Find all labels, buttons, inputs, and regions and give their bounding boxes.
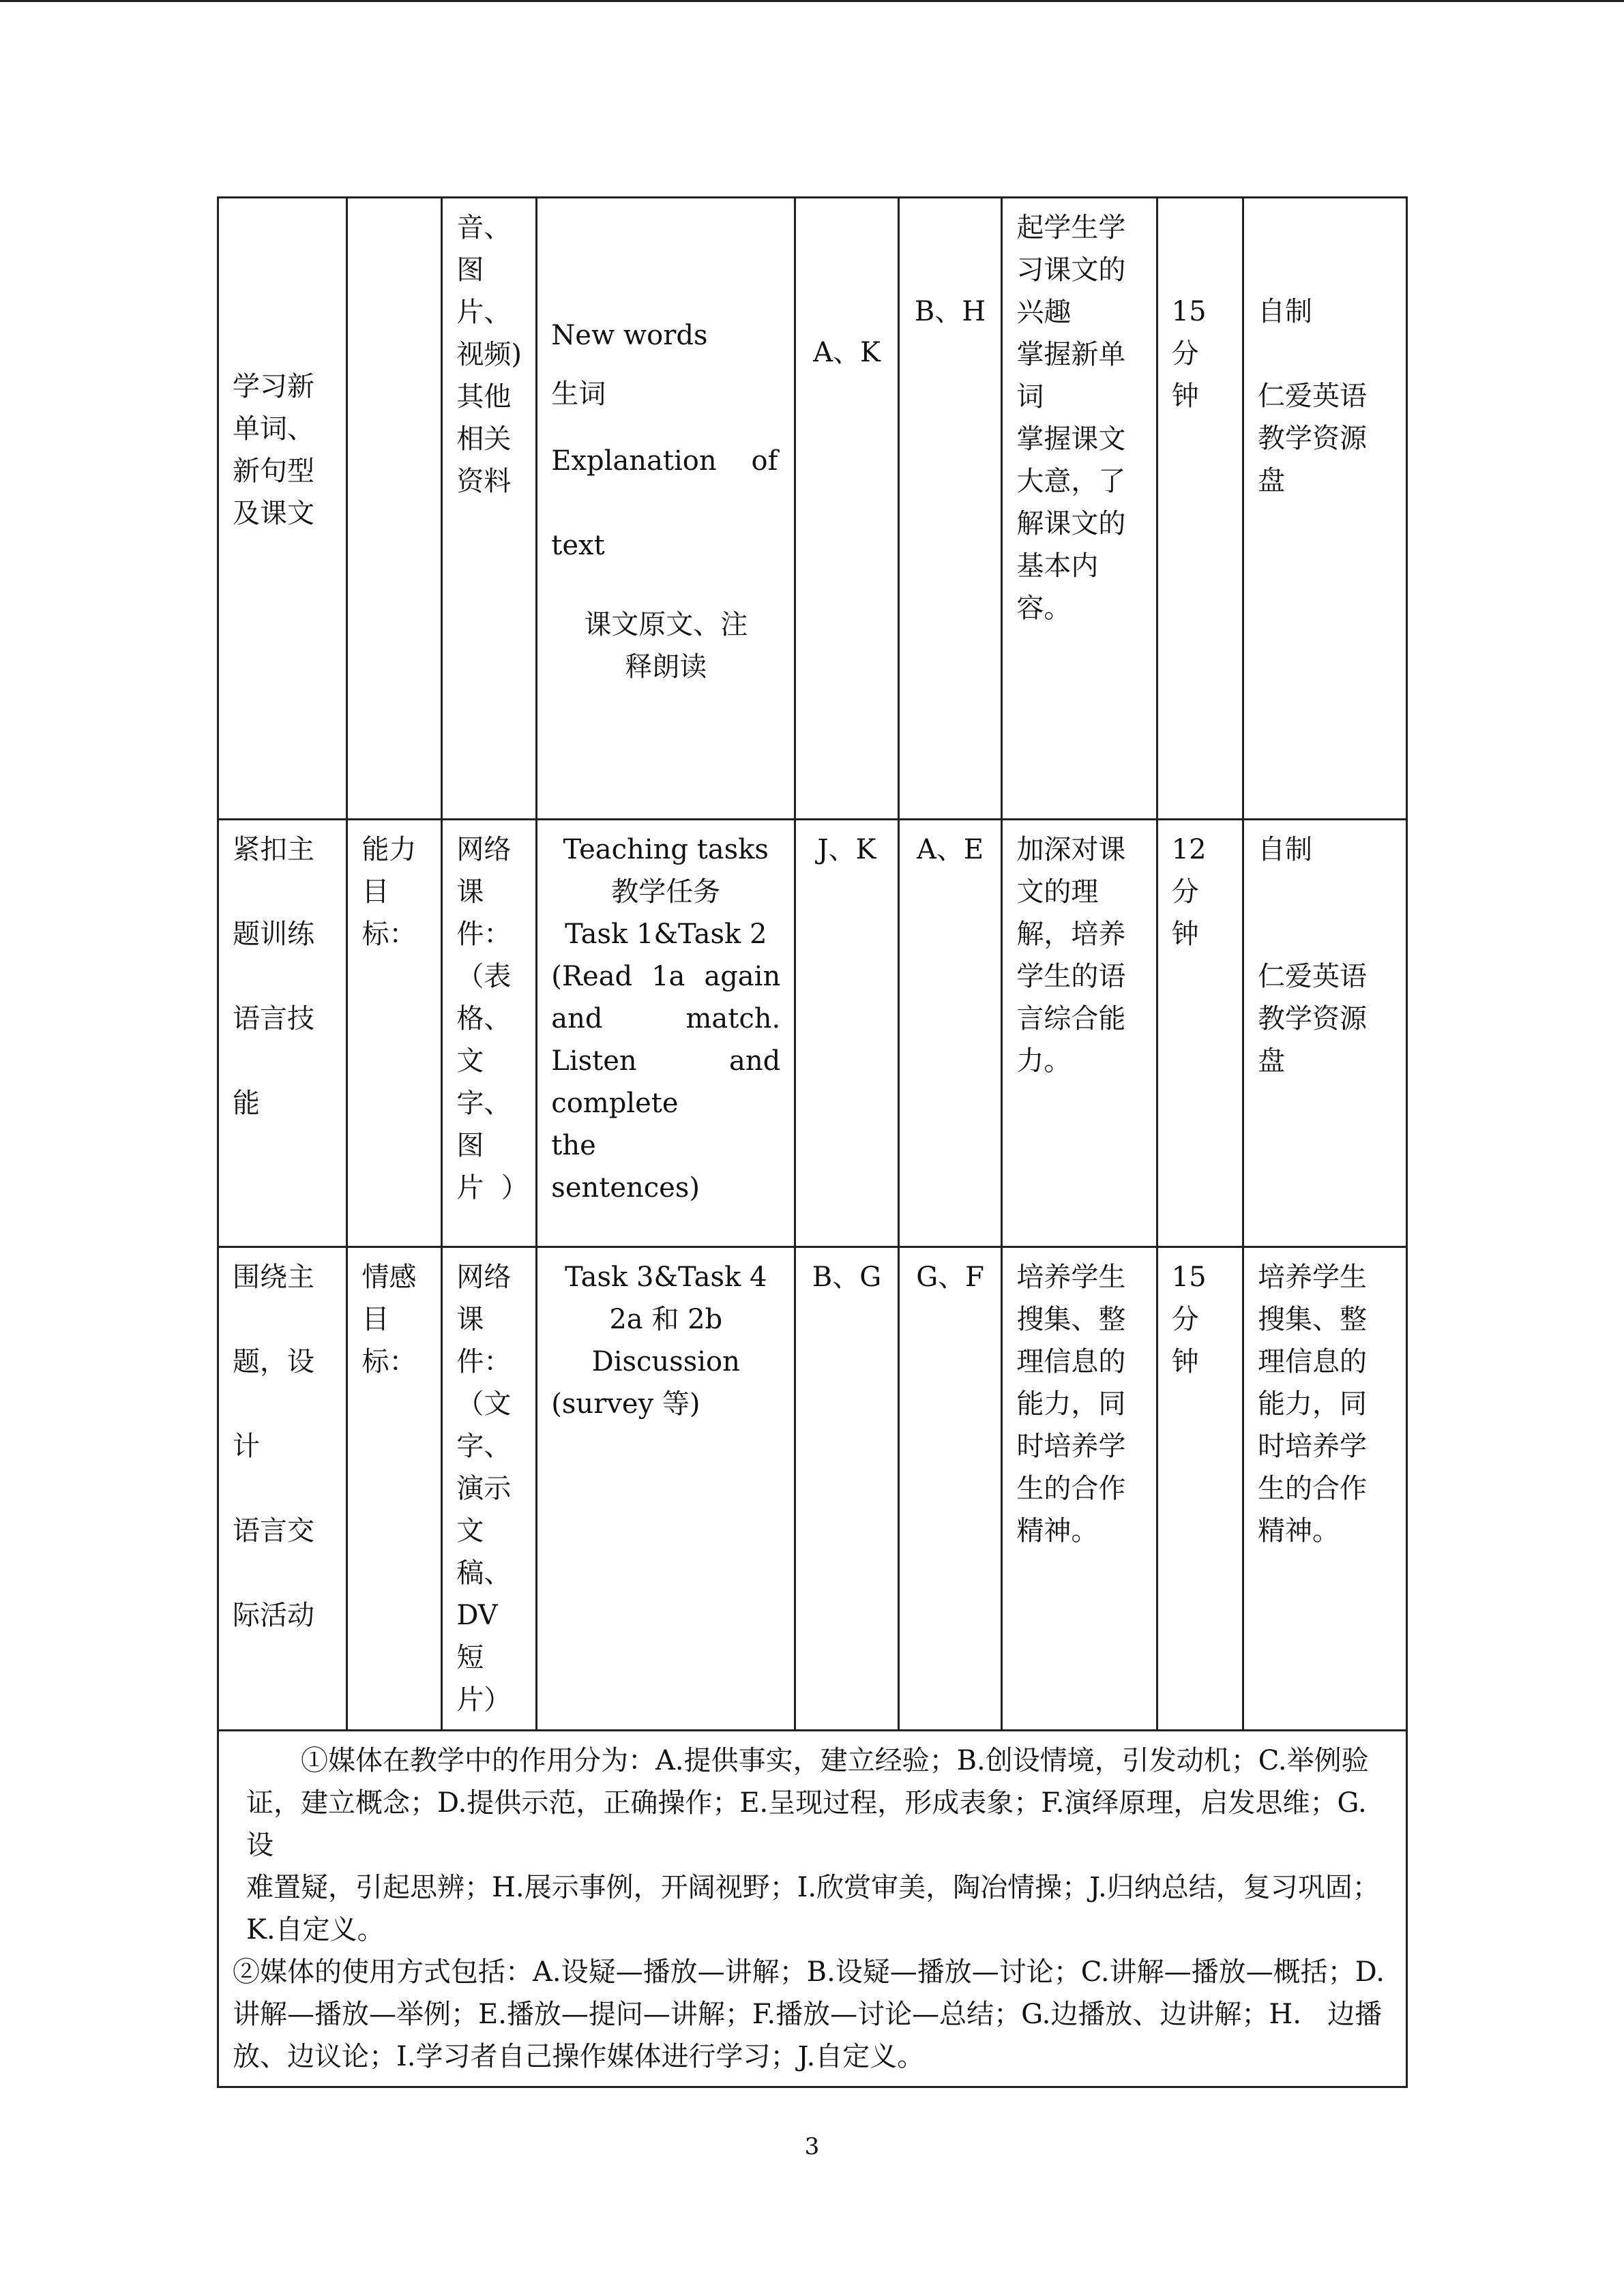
goal-text: 情感	[361, 1262, 417, 1293]
media-cell	[442, 820, 537, 1247]
content-text: complete the	[551, 1088, 748, 1161]
stage-cell	[218, 1247, 347, 1731]
purpose-text: 兴趣	[1016, 297, 1072, 328]
method-text: A、E	[917, 834, 984, 865]
time-cell	[1157, 198, 1243, 820]
content-cell	[537, 1247, 795, 1731]
purpose-text: 学生的语	[1016, 961, 1126, 992]
media-text: 件：	[456, 1346, 512, 1377]
purpose-text: 理信息的	[1016, 1346, 1126, 1377]
source-text: 盘	[1257, 1045, 1285, 1077]
method-cell	[898, 1247, 1002, 1731]
role-text: J、K	[817, 834, 876, 865]
stage-text: 题训练	[233, 919, 314, 950]
media-text: 其他	[456, 381, 512, 413]
source-cell	[1243, 1247, 1406, 1731]
media-text: 相关	[456, 423, 512, 455]
purpose-text: 容。	[1016, 593, 1072, 624]
media-text: 短	[456, 1642, 484, 1673]
media-text: DV	[456, 1600, 498, 1631]
stage-cell	[218, 820, 347, 1247]
role-text: B、G	[812, 1262, 882, 1293]
stage-text: 能	[233, 1088, 260, 1119]
media-text: 课	[456, 876, 484, 908]
purpose-text: 搜集、整	[1016, 1304, 1126, 1335]
source-text: 教学资源	[1257, 423, 1367, 454]
purpose-cell	[1002, 198, 1157, 820]
purpose-text: 掌握新单	[1016, 339, 1126, 370]
goal-text: 标：	[361, 1346, 417, 1377]
media-text: （文	[456, 1388, 512, 1420]
stage-text: 计	[233, 1431, 260, 1462]
stage-text: 题，设	[233, 1346, 314, 1377]
source-text: 仁爱英语	[1257, 961, 1367, 992]
stage-text: 际活动	[233, 1600, 314, 1631]
media-text: 文	[456, 1045, 484, 1077]
purpose-text: 精神。	[1016, 1515, 1099, 1547]
page-number: 3	[804, 2133, 820, 2160]
media-cell	[442, 198, 537, 820]
role-cell	[795, 1247, 899, 1731]
content-text: Teaching tasks	[563, 834, 769, 865]
media-text: 稿、	[456, 1557, 512, 1589]
media-cell	[442, 1247, 537, 1731]
purpose-text: 时培养学	[1016, 1431, 1126, 1462]
content-cell	[537, 820, 795, 1247]
content-text: 教学任务	[611, 876, 721, 908]
time-text: 15 分	[1171, 296, 1215, 370]
content-text: New words	[551, 320, 708, 351]
source-text: 仁爱英语	[1257, 381, 1367, 412]
stage-text: 学习新	[233, 370, 314, 402]
goal-text: 目	[361, 1304, 389, 1335]
source-text: 精神。	[1257, 1515, 1340, 1547]
stage-cell	[218, 198, 347, 820]
purpose-text: 力。	[1016, 1045, 1072, 1077]
source-text: 生的合作	[1257, 1473, 1367, 1504]
source-text: 自制	[1257, 296, 1312, 327]
content-text: Listen and	[551, 1045, 781, 1077]
note-text: ②媒体的使用方式包括：A.设疑—播放—讲解；B.设疑—播放—讨论；C.讲解—播放—概括；D.	[233, 1956, 1385, 1988]
media-text: 片）	[456, 1684, 512, 1716]
note-text: 放、边议论；I.学习者自己操作媒体进行学习；J.自定义。	[233, 2041, 925, 2072]
purpose-text: 加深对课	[1016, 834, 1126, 865]
goal-cell	[347, 198, 442, 820]
purpose-text: 掌握课文	[1016, 423, 1126, 455]
source-text: 盘	[1257, 465, 1285, 496]
stage-text: 单词、	[233, 413, 314, 445]
purpose-text: 能力，同	[1016, 1388, 1126, 1420]
note-text: 难置疑，引起思辨；H.展示事例，开阔视野；I.欣赏审美，陶冶情操；J.归纳总结，复习巩固；	[246, 1872, 1380, 1903]
media-text: 件：	[456, 919, 512, 950]
source-text: 搜集、整	[1257, 1304, 1367, 1335]
method-cell	[898, 820, 1002, 1247]
note-text: ①媒体在教学中的作用分为：A.提供事实，建立经验；B.创设情境，引发动机；C.举例验	[301, 1745, 1369, 1776]
media-text: 图	[456, 254, 484, 286]
role-text: A、K	[813, 337, 881, 368]
time-text: 钟	[1171, 381, 1199, 412]
purpose-text: 大意，了	[1016, 466, 1126, 497]
time-text: 钟	[1171, 919, 1199, 950]
content-text: Task 1&Task 2	[565, 919, 767, 950]
content-text: 2a 和 2b	[609, 1304, 723, 1335]
note-text: 证，建立概念；D.提供示范，正确操作；E.呈现过程，形成表象；F.演绎原理，启发思维；G.设	[246, 1787, 1367, 1861]
role-cell	[795, 198, 899, 820]
purpose-text: 词	[1016, 381, 1044, 413]
purpose-text: 培养学生	[1016, 1262, 1126, 1293]
content-text: (Read 1a again	[551, 961, 781, 992]
stage-text: 新句型	[233, 455, 314, 487]
time-text: 12 分	[1171, 834, 1215, 908]
time-text: 15 分	[1171, 1262, 1215, 1335]
source-text: 教学资源	[1257, 1003, 1367, 1034]
media-text: 图	[456, 1130, 484, 1161]
table-row	[218, 820, 1407, 1247]
lesson-plan-table	[217, 196, 1408, 2088]
media-text: 演示	[456, 1473, 512, 1504]
media-text: 课	[456, 1304, 484, 1335]
notes-cell	[218, 1731, 1407, 2087]
purpose-text: 起学生学	[1016, 212, 1126, 243]
purpose-text: 文的理	[1016, 876, 1099, 908]
time-cell	[1157, 1247, 1243, 1731]
purpose-cell	[1002, 1247, 1157, 1731]
media-text: 格、	[456, 1003, 512, 1034]
goal-text: 标：	[361, 919, 417, 950]
stage-text: 围绕主	[233, 1262, 314, 1293]
top-border	[0, 0, 1624, 2]
media-text: 片、	[456, 297, 512, 328]
content-text: Explanation of	[551, 445, 778, 477]
media-text: 网络	[456, 834, 512, 865]
method-cell	[898, 198, 1002, 820]
content-text: 释朗读	[625, 651, 707, 683]
time-cell	[1157, 820, 1243, 1247]
goal-cell	[347, 1247, 442, 1731]
goal-cell	[347, 820, 442, 1247]
method-text: B、H	[914, 296, 986, 327]
media-text: 视频)	[456, 339, 522, 370]
time-text: 钟	[1171, 1346, 1199, 1377]
purpose-text: 基本内	[1016, 550, 1099, 582]
media-text: 资料	[456, 466, 512, 497]
stage-text: 语言技	[233, 1003, 314, 1034]
media-text: 文	[456, 1515, 484, 1547]
method-text: G、F	[916, 1262, 984, 1293]
source-text: 自制	[1257, 834, 1312, 865]
note-text: 讲解—播放—举例；E.播放—提问—讲解；F.播放—讨论—总结；G.边播放、边讲解；H. 边播	[233, 1999, 1383, 2030]
content-text: and match.	[551, 1003, 781, 1034]
media-text: 字、	[456, 1431, 512, 1462]
stage-text: 紧扣主	[233, 834, 314, 865]
content-text: text	[551, 530, 605, 561]
media-text: （表	[456, 961, 512, 992]
purpose-text: 生的合作	[1016, 1473, 1126, 1504]
media-text: 网络	[456, 1262, 512, 1293]
content-text: sentences)	[551, 1172, 700, 1204]
source-text: 能力，同	[1257, 1388, 1367, 1420]
goal-text: 目	[361, 876, 389, 908]
note-text: K.自定义。	[246, 1914, 385, 1945]
media-text: 音、	[456, 212, 512, 243]
stage-text: 语言交	[233, 1515, 314, 1547]
table-row	[218, 198, 1407, 820]
purpose-text: 言综合能	[1016, 1003, 1126, 1034]
source-cell	[1243, 198, 1406, 820]
media-text: 片 ）	[456, 1172, 529, 1204]
source-text: 时培养学	[1257, 1431, 1367, 1462]
notes-row	[218, 1731, 1407, 2087]
source-text: 培养学生	[1257, 1262, 1367, 1293]
media-text: 字、	[456, 1088, 512, 1119]
role-cell	[795, 820, 899, 1247]
content-text: 生词	[551, 378, 606, 410]
stage-text: 及课文	[233, 497, 314, 529]
purpose-cell	[1002, 820, 1157, 1247]
source-text: 理信息的	[1257, 1346, 1367, 1377]
purpose-text: 解，培养	[1016, 919, 1126, 950]
content-text: (survey 等)	[551, 1388, 700, 1420]
purpose-text: 解课文的	[1016, 508, 1126, 539]
content-text: 课文原文、注	[584, 609, 748, 640]
table-row	[218, 1247, 1407, 1731]
content-cell	[537, 198, 795, 820]
content-text: Discussion	[591, 1346, 740, 1377]
goal-text: 能力	[361, 834, 417, 865]
source-cell	[1243, 820, 1406, 1247]
content-text: Task 3&Task 4	[565, 1262, 767, 1293]
purpose-text: 习课文的	[1016, 254, 1126, 286]
